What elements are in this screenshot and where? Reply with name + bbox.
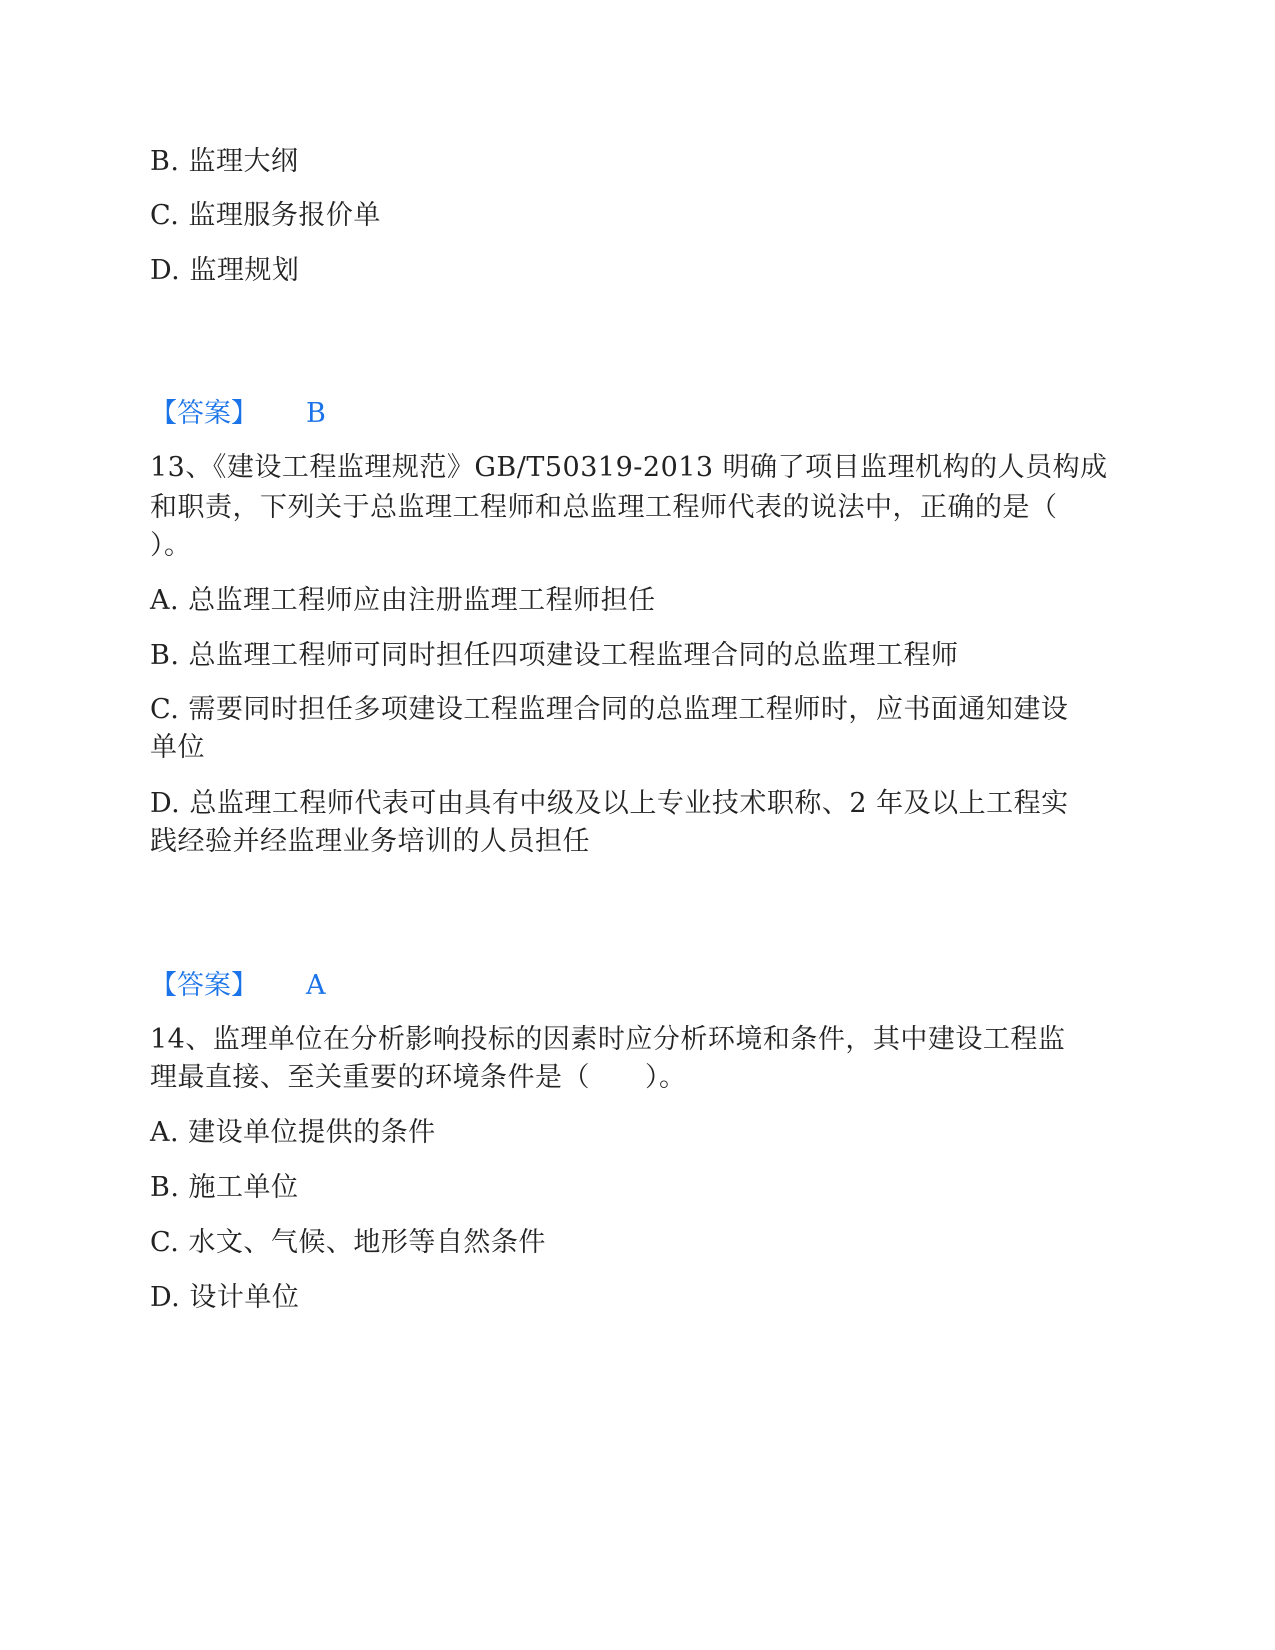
option-b: B. 监理大纲 [150, 146, 299, 177]
answer-row [150, 394, 326, 434]
question-13-option-c: C. 需要同时担任多项建设工程监理合同的总监理工程师时，应书面通知建设 [150, 694, 1069, 725]
option-d: D. 监理规划 [150, 255, 300, 286]
question-13-line-3: ）。 [150, 530, 192, 561]
answer-label: 【答案】 [150, 398, 258, 429]
question-14-option-c: C. 水文、气候、地形等自然条件 [150, 1227, 546, 1258]
answer-value: B [306, 398, 326, 429]
question-14-option-d: D. 设计单位 [150, 1282, 300, 1313]
question-13-option-a: A. 总监理工程师应由注册监理工程师担任 [150, 585, 656, 616]
question-14-line-2: 理最直接、至关重要的环境条件是（ ）。 [150, 1062, 687, 1093]
question-13-option-d-cont: 践经验并经监理业务培训的人员担任 [150, 826, 590, 857]
answer-value: A [306, 970, 326, 1001]
answer-label: 【答案】 [150, 970, 258, 1001]
question-13-option-d: D. 总监理工程师代表可由具有中级及以上专业技术职称、2 年及以上工程实 [150, 788, 1069, 819]
question-14-option-b: B. 施工单位 [150, 1172, 299, 1203]
question-13-line-2: 和职责，下列关于总监理工程师和总监理工程师代表的说法中，正确的是（ [150, 492, 1058, 523]
answer-row [150, 966, 326, 1006]
question-13-line-1: 13、《建设工程监理规范》GB/T50319-2013 明确了项目监理机构的人员构成 [150, 452, 1108, 483]
option-c: C. 监理服务报价单 [150, 200, 381, 231]
question-14-line-1: 14、监理单位在分析影响投标的因素时应分析环境和条件，其中建设工程监 [150, 1024, 1066, 1055]
question-13-option-c-cont: 单位 [150, 732, 205, 763]
question-13-option-b: B. 总监理工程师可同时担任四项建设工程监理合同的总监理工程师 [150, 640, 959, 671]
question-14-option-a: A. 建设单位提供的条件 [150, 1117, 436, 1148]
